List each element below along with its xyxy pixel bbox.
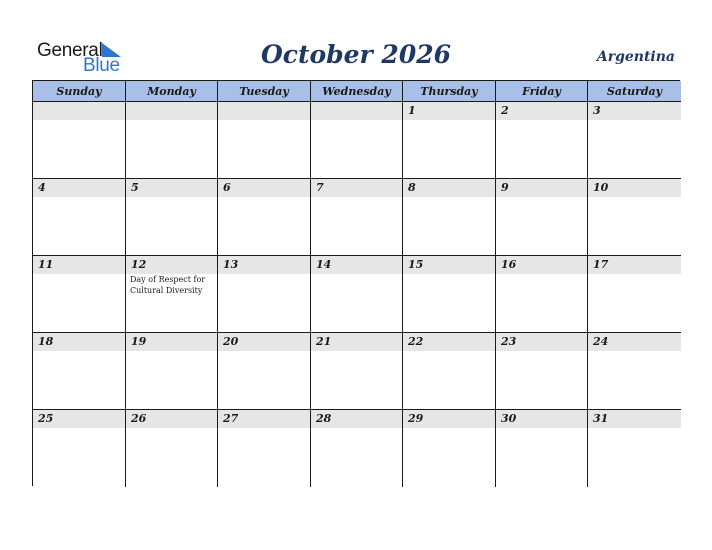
logo-text-general: General — [37, 40, 103, 61]
day-number: 10 — [588, 179, 681, 197]
calendar-day-cell[interactable] — [311, 256, 403, 333]
weekday-header: Sunday — [33, 81, 126, 102]
calendar-day-cell[interactable] — [33, 179, 126, 256]
day-number: 1 — [403, 102, 495, 120]
page-title: October 2026 — [260, 40, 452, 69]
calendar-day-cell[interactable] — [588, 410, 681, 487]
calendar-day-cell[interactable] — [311, 333, 403, 410]
day-number: 7 — [311, 179, 402, 197]
day-number — [218, 102, 310, 120]
country-label: Argentina — [596, 49, 675, 65]
weekday-header: Monday — [126, 81, 218, 102]
day-number: 17 — [588, 256, 681, 274]
calendar-day-cell[interactable] — [311, 179, 403, 256]
day-number: 12 — [126, 256, 217, 274]
day-number: 25 — [33, 410, 125, 428]
calendar-day-cell[interactable] — [218, 102, 311, 179]
day-number: 5 — [126, 179, 217, 197]
day-number: 8 — [403, 179, 495, 197]
calendar-day-cell[interactable] — [311, 102, 403, 179]
day-number — [126, 102, 217, 120]
day-number: 3 — [588, 102, 681, 120]
day-number: 31 — [588, 410, 681, 428]
calendar-day-cell[interactable] — [403, 102, 496, 179]
day-number: 6 — [218, 179, 310, 197]
day-number: 16 — [496, 256, 587, 274]
calendar-day-cell[interactable] — [218, 333, 311, 410]
weekday-header: Tuesday — [218, 81, 311, 102]
calendar-day-cell[interactable] — [588, 333, 681, 410]
day-number: 9 — [496, 179, 587, 197]
calendar-day-cell[interactable] — [33, 102, 126, 179]
calendar-day-cell[interactable] — [33, 256, 126, 333]
weekday-header: Friday — [496, 81, 588, 102]
day-number: 29 — [403, 410, 495, 428]
day-number: 27 — [218, 410, 310, 428]
calendar-day-cell[interactable] — [496, 333, 588, 410]
calendar-day-cell[interactable] — [33, 333, 126, 410]
day-number: 4 — [33, 179, 125, 197]
calendar-day-cell[interactable] — [403, 179, 496, 256]
day-number: 22 — [403, 333, 495, 351]
calendar-day-cell[interactable] — [126, 410, 218, 487]
day-number: 11 — [33, 256, 125, 274]
calendar-day-cell[interactable] — [126, 102, 218, 179]
weekday-header: Saturday — [588, 81, 681, 102]
calendar-day-cell[interactable] — [403, 333, 496, 410]
day-number: 13 — [218, 256, 310, 274]
calendar-day-cell[interactable] — [126, 179, 218, 256]
calendar-day-cell[interactable] — [126, 256, 218, 333]
calendar-day-cell[interactable] — [403, 410, 496, 487]
day-number: 19 — [126, 333, 217, 351]
day-number — [33, 102, 125, 120]
calendar-day-cell[interactable] — [126, 333, 218, 410]
day-number: 14 — [311, 256, 402, 274]
weekday-header: Wednesday — [311, 81, 403, 102]
weekday-header: Thursday — [403, 81, 496, 102]
calendar-day-cell[interactable] — [218, 256, 311, 333]
calendar-day-cell[interactable] — [311, 410, 403, 487]
day-number: 26 — [126, 410, 217, 428]
day-number: 24 — [588, 333, 681, 351]
day-number: 28 — [311, 410, 402, 428]
calendar-day-cell[interactable] — [496, 410, 588, 487]
calendar-day-cell[interactable] — [588, 179, 681, 256]
calendar-grid — [32, 80, 680, 486]
calendar-day-cell[interactable] — [496, 102, 588, 179]
logo-text-blue: Blue — [83, 55, 120, 76]
day-number: 18 — [33, 333, 125, 351]
calendar-day-cell[interactable] — [588, 102, 681, 179]
calendar-day-cell[interactable] — [496, 256, 588, 333]
day-number: 20 — [218, 333, 310, 351]
day-number — [311, 102, 402, 120]
calendar-day-cell[interactable] — [588, 256, 681, 333]
calendar-day-cell[interactable] — [218, 410, 311, 487]
calendar-day-cell[interactable] — [403, 256, 496, 333]
calendar-day-cell[interactable] — [496, 179, 588, 256]
day-number: 30 — [496, 410, 587, 428]
day-number: 15 — [403, 256, 495, 274]
day-number: 23 — [496, 333, 587, 351]
holiday-label: Day of Respect for Cultural Diversity — [130, 275, 206, 295]
day-number: 21 — [311, 333, 402, 351]
calendar-day-cell[interactable] — [33, 410, 126, 487]
calendar-day-cell[interactable] — [218, 179, 311, 256]
day-number: 2 — [496, 102, 587, 120]
